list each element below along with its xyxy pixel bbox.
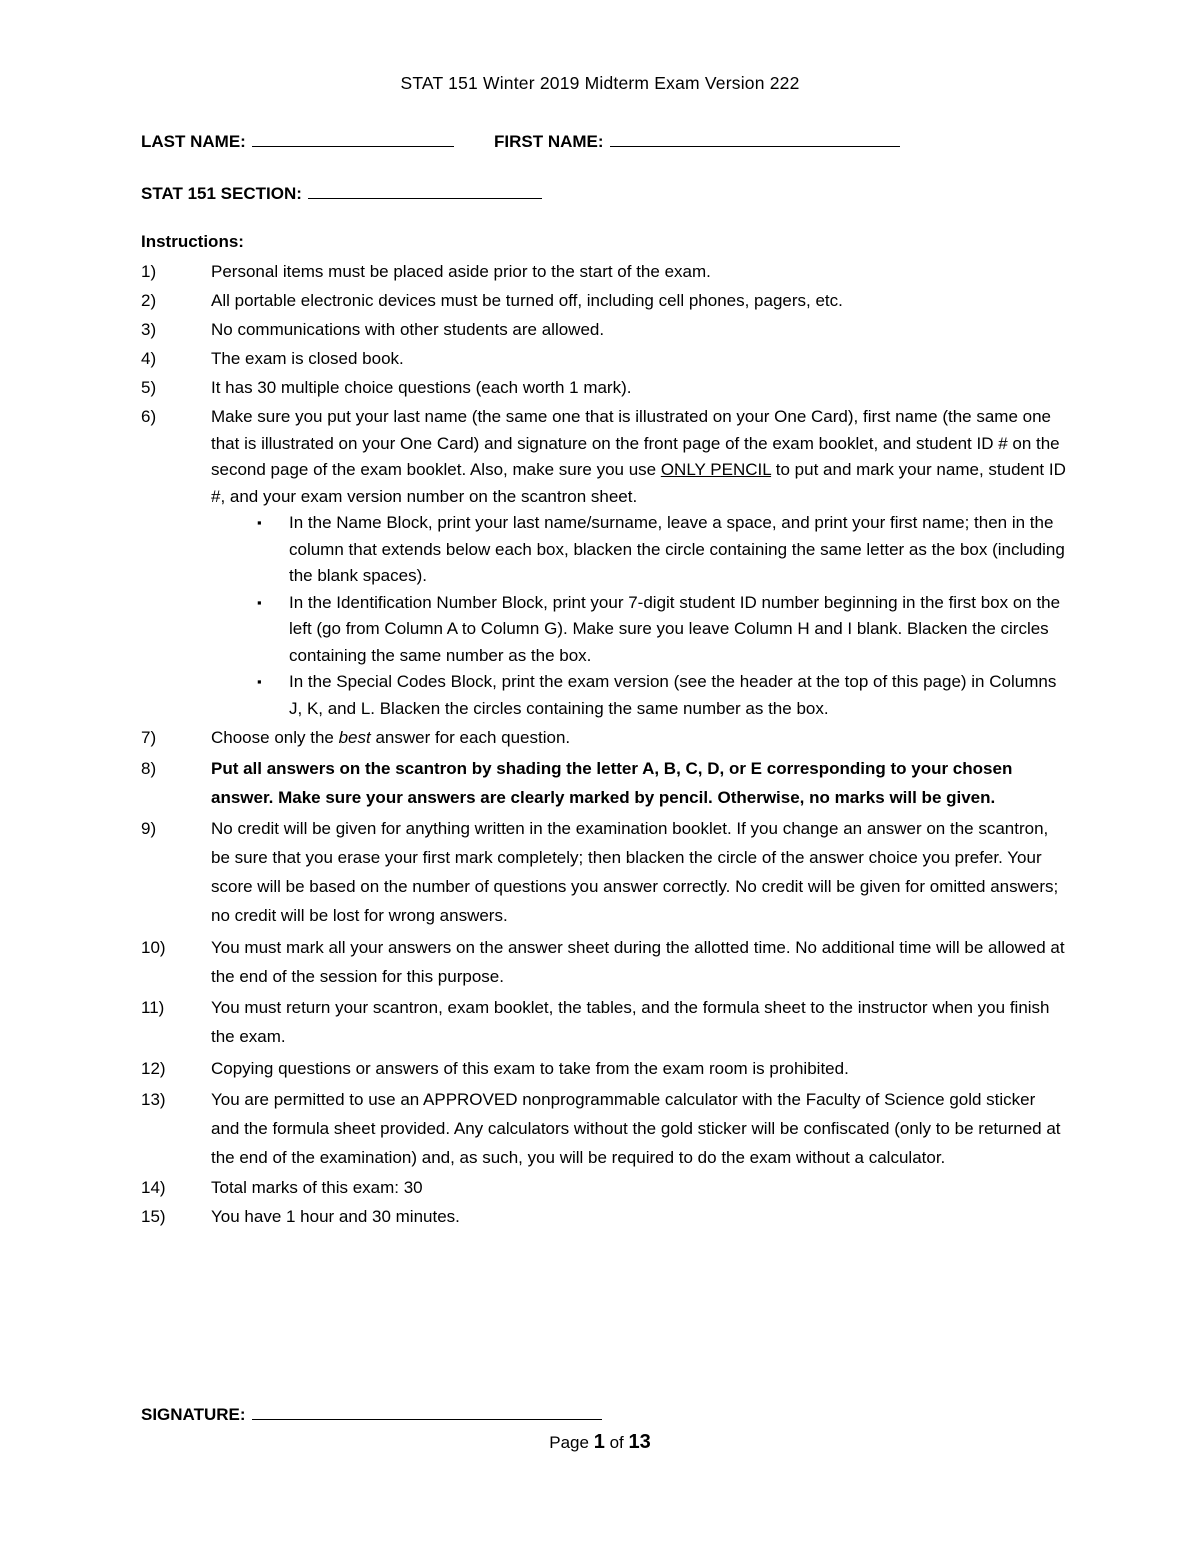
bullet-icon: ▪ <box>257 674 262 689</box>
instruction-item: 14) Total marks of this exam: 30 <box>141 1177 423 1197</box>
section-label: STAT 151 SECTION: <box>141 184 302 203</box>
bullet-item: ▪ In the Special Codes Block, print the exam version (see the header at the top of this page) in Columns J, K, and L. Blacken the circles containing the same number as the box. <box>211 669 1066 722</box>
scantron-bullets <box>211 510 1066 722</box>
instruction-item: 7) Choose only the best answer for each question. <box>141 727 571 747</box>
section-blank[interactable] <box>308 181 542 199</box>
instruction-item: 12) Copying questions or answers of this exam to take from the exam room is prohibited. <box>141 1058 849 1078</box>
bullet-icon: ▪ <box>257 594 262 610</box>
page-number: Page 1 of 13 <box>549 1431 651 1453</box>
last-name-blank[interactable] <box>252 129 454 147</box>
last-name-field <box>141 129 454 152</box>
instruction-item: 5) It has 30 multiple choice questions (each worth 1 mark). <box>141 378 632 397</box>
instruction-item: 8) Put all answers on the scantron by shading the letter A, B, C, D, or E corresponding to your chosen answer. Make sure your answers are clearly marked by pencil. Otherwise, no marks will be given. <box>141 758 1013 807</box>
bullet-item: ▪ In the Identification Number Block, print your 7-digit student ID number beginning in the first box on the left (go from Column A to Column G). Make sure you leave Column H and I blank. Blacken the circles containing the same number as the box. <box>211 590 1066 670</box>
bullet-item: ▪ In the Name Block, print your last name/surname, leave a space, and print your first name; then in the column that extends below each box, blacken the circle containing the same letter as the box (including the blank spaces). <box>211 510 1066 590</box>
instruction-item: 9) No credit will be given for anything written in the examination booklet. If you change an answer on the scantron, be sure that you erase your first mark completely; then blacken the circle of the answer choice you prefer. Your score will be based on the number of questions you answer correctly. No credit will be given for omitted answers; no credit will be lost for wrong answers. <box>141 819 1059 925</box>
signature-field <box>141 1402 602 1425</box>
section-field <box>141 181 542 204</box>
only-pencil-emphasis: ONLY PENCIL <box>660 460 772 479</box>
instruction-item: 13) You are permitted to use an APPROVED nonprogrammable calculator with the Faculty of Science gold sticker and the formula sheet provided. Any calculators without the gold sticker will be confiscated (only to be returned at the end of the examination) and, as such, you will be required to do the exam without a calculator. <box>141 1090 1061 1167</box>
instruction-item: 15) You have 1 hour and 30 minutes. <box>141 1206 460 1226</box>
instruction-item: 3) No communications with other students are allowed. <box>141 320 605 339</box>
instruction-item: 11) You must return your scantron, exam booklet, the tables, and the formula sheet to the instructor when you finish the exam. <box>141 998 1050 1046</box>
instruction-item: 2) All portable electronic devices must be turned off, including cell phones, pagers, etc. <box>141 291 843 310</box>
instructions-title: Instructions: <box>141 232 244 251</box>
first-name-blank[interactable] <box>610 129 900 147</box>
instructions-list <box>141 259 1066 1233</box>
signature-label: SIGNATURE: <box>141 1405 246 1424</box>
last-name-label: LAST NAME: <box>141 132 246 151</box>
exam-header: STAT 151 Winter 2019 Midterm Exam Version 222 <box>400 73 800 93</box>
instruction-item: 6) Make sure you put your last name (the same one that is illustrated on your One Card), first name (the same one that is illustrated on your One Card) and signature on the front page of the exam booklet, and student ID # on the second page of the exam booklet. Also, make sure you use ONLY PENCIL to put and mark your name, student ID #, and your exam version number on the scantron sheet. ▪ In the Name Block, print your last name/surname, leave a space, and print your first name; then in the column that extends below each box, blacken the circle containing the same letter as the box (including the blank spaces). ▪ In the Identification Number Block, print your 7-digit student ID number beginning in the first box on the left (go from Column A to Column G). Make sure you leave Column H and I blank. Blacken the circles containing the same number as the box. ▪ In the Special Codes Block, print the exam version (see the header at the top of this page) in Columns J, K, and L. Blacken the circles containing the same number as the box. <box>141 404 1066 722</box>
first-name-field <box>494 129 900 152</box>
instruction-item: 10) You must mark all your answers on the answer sheet during the allotted time. No additional time will be allowed at the end of the session for this purpose. <box>141 937 1065 986</box>
instruction-item: 4) The exam is closed book. <box>141 349 404 368</box>
instruction-item: 1) Personal items must be placed aside prior to the start of the exam. <box>141 262 711 281</box>
signature-blank[interactable] <box>252 1402 602 1420</box>
bullet-icon: ▪ <box>257 515 262 530</box>
first-name-label: FIRST NAME: <box>494 132 604 151</box>
